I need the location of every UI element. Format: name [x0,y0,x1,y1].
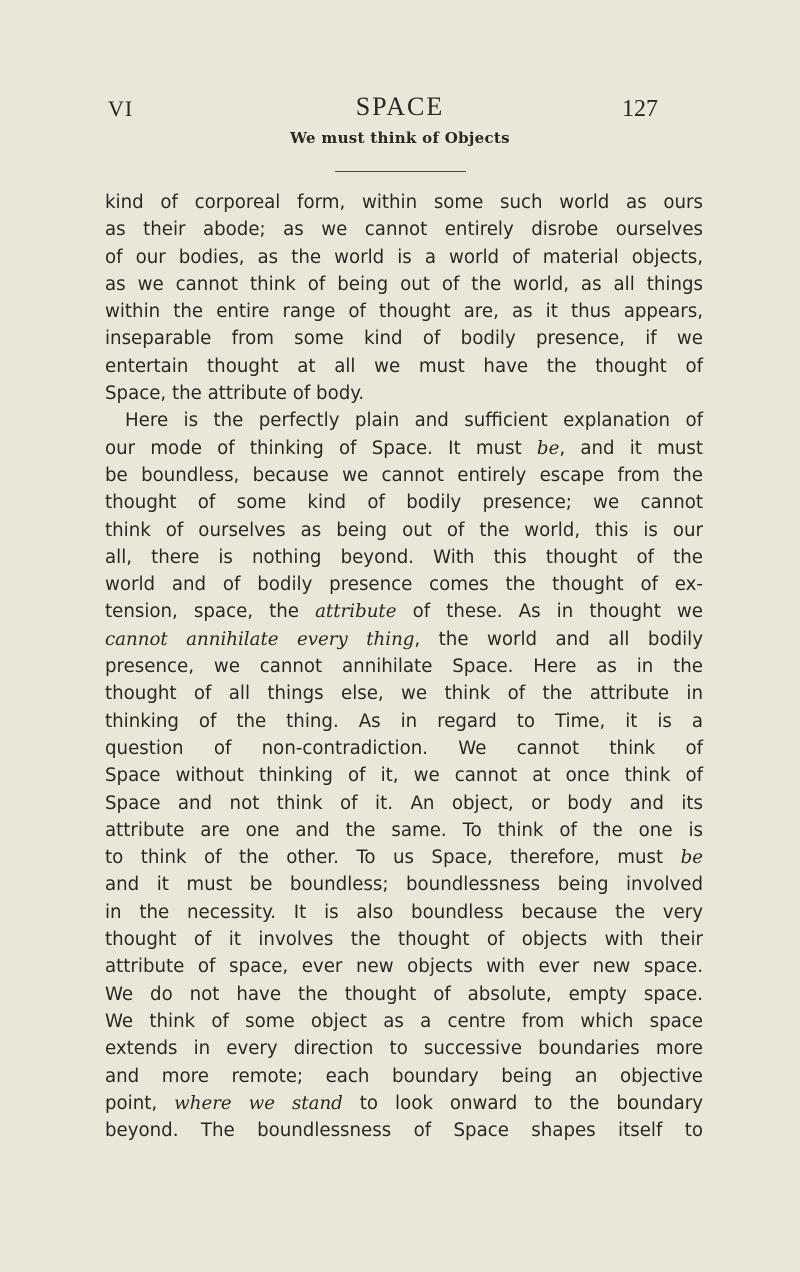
text-segment: to look onward to the boundary [342,1092,703,1114]
text-line [105,708,703,735]
text-segment: beyond. The boundlessness of Space shapes itself to [105,1120,703,1142]
text-line [105,435,703,462]
text-line [105,380,703,407]
body-text [105,189,703,1144]
text-line [105,1117,703,1144]
text-line [105,1035,703,1062]
text-segment: presence, we cannot annihilate Space. Here as in the [105,656,703,678]
page-number: 127 [622,96,658,122]
text-line [105,598,703,625]
page-header [0,92,800,126]
italic-text: attribute [315,601,397,623]
side-heading: We must think of Objects [290,129,510,147]
text-line [105,871,703,898]
text-line [105,462,703,489]
text-line [105,1063,703,1090]
text-segment: thought of some kind of bodily presence; we cannot [105,492,703,514]
text-line [105,571,703,598]
text-segment: kind of corporeal form, within some such world as ours [105,192,703,213]
text-segment: entertain thought at all we must have the thought of [105,355,703,377]
italic-text: cannot annihilate every thing [105,628,415,650]
text-line [105,762,703,789]
text-line [105,926,703,953]
text-line [105,817,703,844]
text-segment: in the necessity. It is also boundless because the very [105,901,703,923]
text-line [105,953,703,980]
text-line [105,626,703,653]
text-line [105,1090,703,1117]
text-segment: thought of it involves the thought of objects with their [105,929,703,951]
text-line [105,735,703,762]
text-segment: all, there is nothing beyond. With this thought of the [105,546,703,568]
text-line [105,653,703,680]
text-segment: of our bodies, as the world is a world of material objects, [105,246,703,268]
text-line [105,899,703,926]
text-line [105,544,703,571]
text-line [105,844,703,871]
text-line [105,1008,703,1035]
text-segment: world and of bodily presence comes the thought of ex- [105,574,703,596]
text-segment: Here is the perfectly plain and sufficient explanation of [125,410,703,432]
text-line [105,680,703,707]
text-segment: tension, space, the [105,601,316,623]
text-line [105,489,703,516]
text-line [105,298,703,325]
italic-text: be [536,437,560,459]
text-segment: We think of some object as a centre from which space [105,1010,703,1032]
text-line [105,271,703,298]
text-segment: inseparable from some kind of bodily presence, if we [105,328,703,350]
text-segment: , and it must [559,437,703,459]
text-segment: attribute of space, ever new objects with ever new space. [105,956,703,978]
text-segment: to think of the other. To us Space, therefore, must [105,847,681,869]
text-line [105,790,703,817]
text-segment: as we cannot think of being out of the world, as all things [105,273,703,295]
text-segment: of these. As in thought we [396,601,703,623]
text-segment: We do not have the thought of absolute, empty space. [105,983,703,1005]
text-segment: think of ourselves as being out of the world, this is our [105,519,703,541]
text-line [105,353,703,380]
text-segment: be boundless, because we cannot entirely escape from the [105,464,703,486]
text-segment: within the entire range of thought are, as it thus appears, [105,301,703,323]
text-segment: as their abode; as we cannot entirely disrobe ourselves [105,219,703,241]
text-segment: attribute are one and the same. To think of the one is [105,819,703,841]
text-segment: and more remote; each boundary being an objective [105,1065,703,1087]
chapter-number: VI [108,96,134,121]
heading-rule [335,171,466,172]
text-segment: and it must be boundless; boundlessness being involved [105,874,703,896]
text-line [105,244,703,271]
text-segment: Space and not think of it. An object, or body and its [105,792,703,814]
text-segment: point, [105,1092,175,1114]
text-line [105,189,703,216]
text-line [105,981,703,1008]
italic-text: be [680,847,703,869]
italic-text: where we stand [174,1092,343,1114]
text-segment: extends in every direction to successive boundaries more [105,1038,703,1060]
text-line [105,407,703,434]
text-segment: Space without thinking of it, we cannot at once think of [105,765,703,787]
text-segment: , the world and all bodily [414,628,703,650]
text-segment: thinking of the thing. As in regard to Time, it is a [105,710,703,732]
text-segment: question of non-contradiction. We cannot think of [105,737,703,759]
text-line [105,216,703,243]
running-title: SPACE [355,92,445,121]
text-segment: thought of all things else, we think of the attribute in [105,683,703,705]
text-segment: our mode of thinking of Space. It must [105,437,537,459]
text-line [105,325,703,352]
text-segment: Space, the attribute of body. [105,383,365,405]
text-line [105,517,703,544]
